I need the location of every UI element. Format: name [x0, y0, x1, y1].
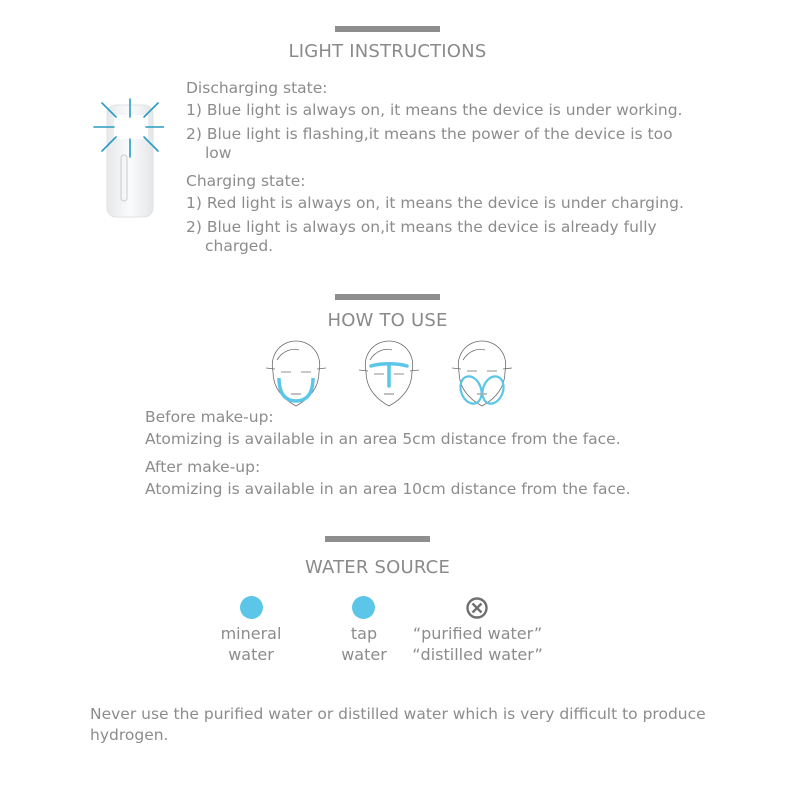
- device-blue-light-icon: [92, 95, 164, 220]
- after-makeup-heading: After make-up:: [145, 458, 261, 476]
- footer-warning-line-2: hydrogen.: [90, 726, 169, 744]
- face-chin-u-icon: [263, 338, 329, 410]
- tap-water-label-2: water: [341, 645, 387, 664]
- tap-water-ok-icon: [352, 596, 375, 619]
- prohibited-icon: [465, 596, 489, 620]
- mineral-water-ok-icon: [240, 596, 263, 619]
- footer-warning-line-1: Never use the purified water or distilled water which is very difficult to produce: [90, 705, 706, 723]
- discharging-item-1: 1) Blue light is always on, it means the device is under working.: [186, 101, 683, 119]
- face-cheeks-icon: [449, 338, 515, 410]
- discharging-item-2: 2) Blue light is flashing,it means the power of the device is too: [186, 125, 673, 143]
- before-makeup-heading: Before make-up:: [145, 408, 274, 426]
- discharging-item-2-cont: low: [205, 144, 232, 162]
- charging-item-2: 2) Blue light is always on,it means the device is already fully: [186, 218, 657, 236]
- section-divider-bar: [325, 536, 430, 542]
- tap-water-label-1: tap: [350, 624, 378, 643]
- light-instructions-title: LIGHT INSTRUCTIONS: [288, 41, 487, 62]
- purified-water-label: “purified water”: [412, 624, 543, 643]
- face-t-zone-icon: [356, 338, 422, 410]
- water-source-title: WATER SOURCE: [304, 557, 451, 578]
- distilled-water-label: “distilled water”: [412, 645, 543, 664]
- how-to-use-title: HOW TO USE: [327, 310, 448, 331]
- charging-item-1: 1) Red light is always on, it means the device is under charging.: [186, 194, 684, 212]
- charging-heading: Charging state:: [186, 172, 306, 190]
- section-divider-bar: [335, 294, 440, 300]
- mineral-water-label-1: mineral: [220, 624, 282, 643]
- discharging-heading: Discharging state:: [186, 79, 328, 97]
- mineral-water-label-2: water: [228, 645, 274, 664]
- section-divider-bar: [335, 26, 440, 32]
- charging-item-2-cont: charged.: [205, 237, 274, 255]
- after-makeup-text: Atomizing is available in an area 10cm distance from the face.: [145, 480, 631, 498]
- before-makeup-text: Atomizing is available in an area 5cm distance from the face.: [145, 430, 621, 448]
